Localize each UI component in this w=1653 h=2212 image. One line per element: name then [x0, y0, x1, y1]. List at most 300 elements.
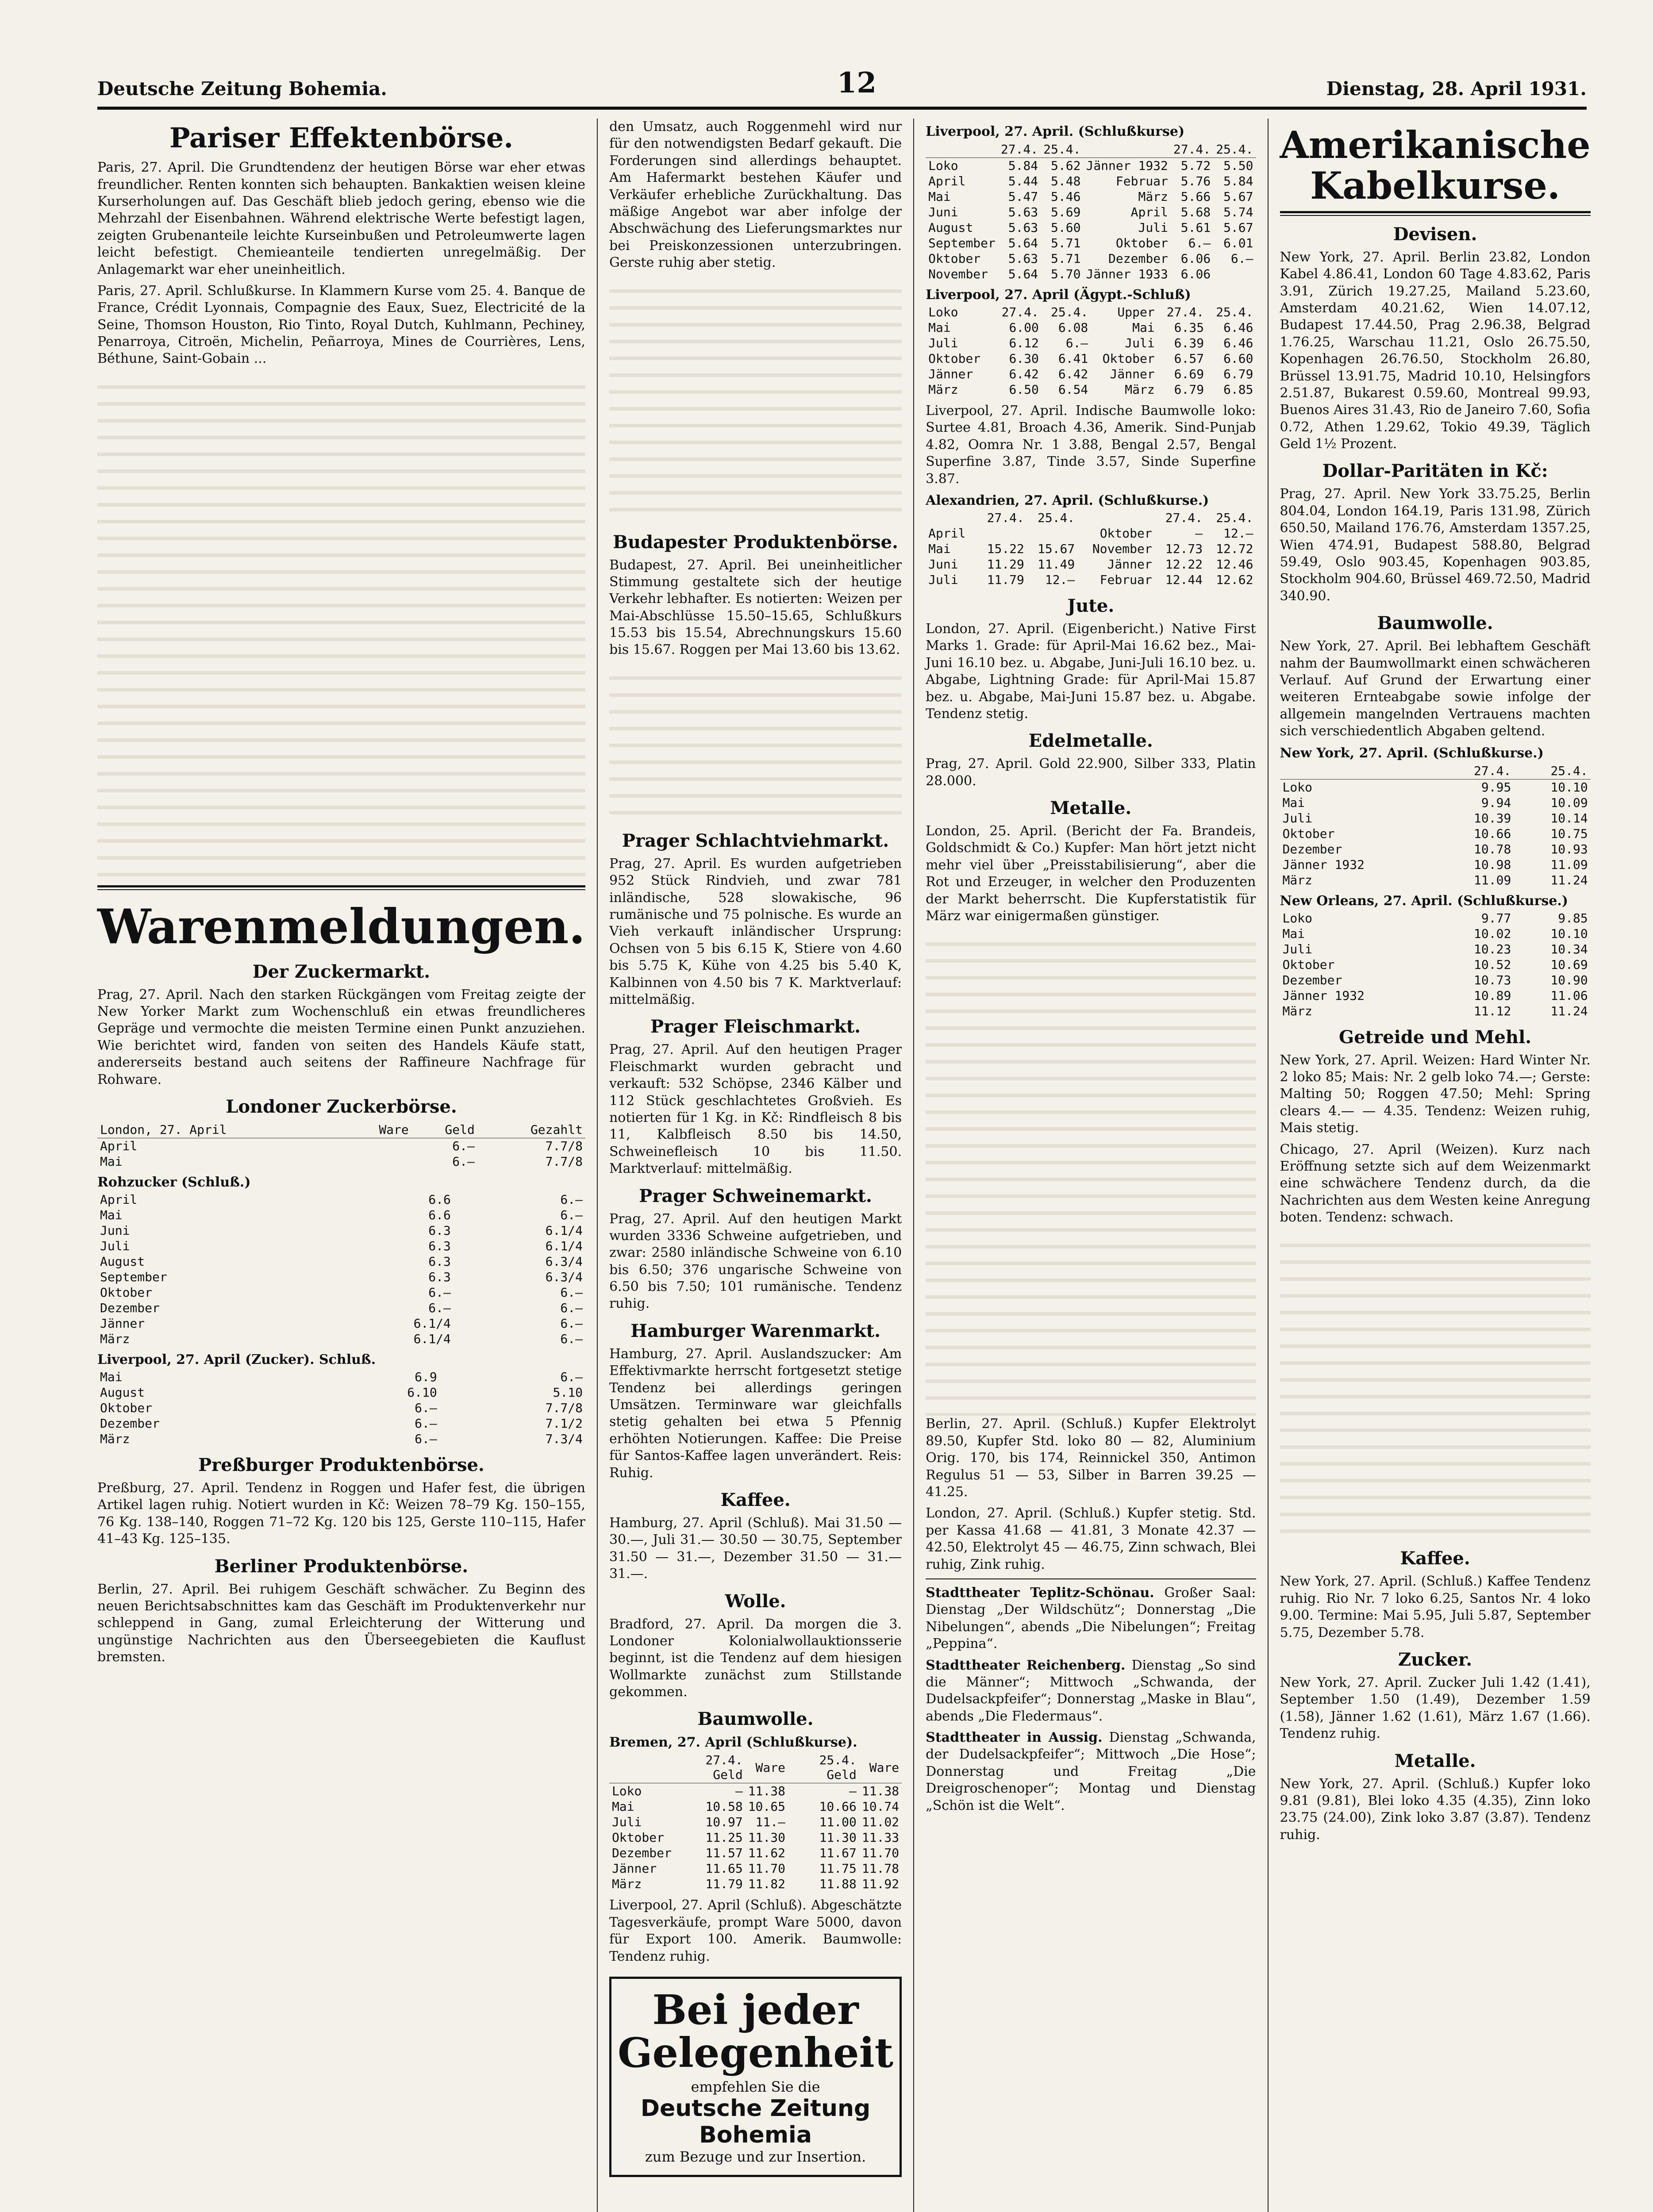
table-header: 27.4.: [1437, 763, 1514, 780]
table-cell: 6.54: [1058, 382, 1088, 397]
table-row: [609, 1861, 902, 1876]
table-row: [926, 251, 1256, 266]
table-cell: [926, 510, 976, 526]
metalle-us-title: Metalle.: [1394, 1750, 1476, 1771]
table-cell: Dezember: [1282, 972, 1342, 987]
table-cell: 11.38: [748, 1784, 785, 1799]
table-cell: 5.74: [1223, 205, 1253, 219]
table-cell: 5.60: [1051, 220, 1081, 235]
table-cell: 12.44: [1165, 572, 1203, 587]
table-cell: März: [1282, 1003, 1312, 1018]
dollar-title: Dollar-Paritäten in Kč:: [1322, 461, 1548, 482]
table-cell: 25.4.: [1216, 510, 1253, 525]
table-cell: Dezember: [100, 1416, 160, 1431]
table-cell: Oktober: [1282, 826, 1335, 841]
table-cell: 10.14: [1550, 810, 1588, 826]
table-cell: 6.—: [415, 1432, 437, 1447]
kaffee-us-text: New York, 27. April. (Schluß.) Kaffee Tendenz ruhig. Rio Nr. 7 loko 6.25, Santos Nr. 4 loko 9.00. Termine: Mai 5.95, Juli 5.87, September 5.75, Dezember 5.78.: [1280, 1574, 1591, 1640]
table-cell: 5.70: [1051, 267, 1081, 281]
table-cell: Juni: [928, 557, 958, 572]
table-cell: Loko: [928, 158, 958, 173]
table-cell: 11.00: [819, 1815, 857, 1830]
section-rule: [1280, 211, 1591, 216]
table-cell: 6.39: [1174, 336, 1204, 350]
edelmetalle-title: Edelmetalle.: [1028, 730, 1153, 752]
table-cell: 10.74: [861, 1799, 900, 1814]
hamburg-title: Hamburger Warenmarkt.: [630, 1320, 881, 1341]
bremen-table: [609, 1752, 902, 1892]
table-cell: 6.—: [560, 1316, 583, 1331]
table-cell: 6.—: [560, 1332, 583, 1347]
table-cell: 12.72: [1216, 541, 1253, 556]
table-cell: September: [100, 1270, 167, 1285]
table-cell: 5.50: [1223, 158, 1253, 173]
column-3: [913, 119, 1267, 2212]
table-row: [926, 266, 1256, 282]
table-cell: April: [928, 174, 966, 188]
table-cell: August: [100, 1254, 145, 1269]
table-cell: 6.—: [560, 1285, 583, 1300]
aegypt-title: Liverpool, 27. April (Ägypt.-Schluß): [926, 287, 1191, 303]
table-header: [609, 1752, 674, 1783]
table-cell: 11.67: [819, 1846, 857, 1861]
liverpool-zucker-table: [97, 1369, 585, 1447]
table-cell: Jänner 1932: [1282, 857, 1365, 872]
table-cell: 9.85: [1558, 910, 1588, 926]
table-row: [926, 382, 1256, 397]
table-cell: 6.69: [1174, 367, 1204, 381]
table-cell: März: [100, 1432, 130, 1447]
londoner-table: [97, 1121, 585, 1169]
table-cell: Jänner 1932: [1282, 988, 1365, 1003]
masthead-date: Dienstag, 28. April 1931.: [1326, 78, 1587, 100]
table-cell: 5.76: [1180, 174, 1211, 188]
metalle-text: London, 25. April. (Bericht der Fa. Brandeis, Goldschmidt & Co.) Kupfer: Man hört jetzt nicht mehr viel über „Preisstabilisierung“, aber die Rot und Erzeuger, in welcher den Produzenten der Markt beherrscht. Die Kupferstatistik für März war einigermaßen günstiger.: [926, 823, 1256, 924]
table-cell: 5.67: [1223, 220, 1253, 235]
table-cell: 6.—: [560, 1192, 583, 1207]
table-row: [1280, 1003, 1591, 1019]
table-cell: Jänner 1933: [1086, 267, 1168, 281]
table-row: [1280, 941, 1591, 957]
table-cell: 6.50: [1009, 382, 1039, 397]
table-cell: Mai: [611, 1799, 634, 1814]
table-header: 25.4.: [1213, 141, 1256, 158]
table-row: [926, 204, 1256, 220]
table-cell: 6.42: [1058, 367, 1088, 381]
table-cell: 11.78: [861, 1861, 900, 1876]
hamburg-text: Hamburg, 27. April. Auslandszucker: Am Effektivmarkte herrscht fortgesetzt stetige Tendenz bei allerdings geringen Umsätzen. Terminware war gleichfalls stetig gehalten bei etwa 5 Pfennig erhöhten Notierungen. Kaffee: Die Preise für Santos-Kaffee lagen unverändert. Reis: Ruhig.: [609, 1346, 902, 1481]
table-cell: Dezember: [1108, 251, 1168, 266]
getreide-text: New York, 27. April. Weizen: Hard Winter Nr. 2 loko 85; Mais: Nr. 2 gelb loko 74.—; Gerste: Malting 50; Roggen 47.50; Mehl: Spring clears 4.— — 4.35. Tendenz: Weizen ruhig, Mais stetig.: [1280, 1052, 1591, 1136]
section-rule: [926, 1578, 1256, 1579]
table-row: [97, 1154, 585, 1169]
column-1: [97, 119, 597, 2212]
table-cell: 6.—: [428, 1285, 451, 1300]
table-cell: Loko: [611, 1784, 642, 1799]
table-cell: 6.3/4: [545, 1254, 583, 1269]
bremen-title: Bremen, 27. April (Schlußkurse).: [609, 1735, 857, 1751]
table-cell: Mai: [100, 1370, 123, 1385]
liverpool-indian-text: Liverpool, 27. April. Indische Baumwolle loko: Surtee 4.81, Broach 4.36, Amerik. Sind-Punjab 4.82, Oomra Nr. 1 3.88, Bengal 2.57, Bengal Superfine 3.87, Tinde 3.57, Sinde Superfine 3.87.: [926, 403, 1256, 487]
table-cell: 11.09: [1550, 857, 1588, 872]
table-cell: 5.68: [1180, 205, 1211, 219]
table-row: [1280, 972, 1591, 988]
table-row: [926, 541, 1256, 557]
table-cell: Juni: [928, 205, 958, 219]
table-cell: Mai: [928, 541, 951, 556]
table-cell: 10.58: [705, 1799, 743, 1814]
zucker-us-title: Zucker.: [1398, 1649, 1472, 1671]
theater-1: [926, 1585, 1256, 1653]
table-cell: 6.—: [1188, 236, 1211, 250]
table-header: [1280, 763, 1437, 780]
schlachtvieh-text: Prag, 27. April. Es wurden aufgetrieben 952 Stück Rindvieh, und zwar 781 inländische, 528 slowakische, 96 rumänische und 75 polnische. Es wurde an Vieh verkauft inländischer Ursprung: Ochsen von 5 bis 6.15 K, Stiere von 4.60 bis 5.75 K, Kühe von 4.25 bis 5.40 K, Kalbinnen von 4.50 bis 7 K. Marktverlauf: mittelmäßig.: [609, 856, 902, 1007]
table-row: [926, 557, 1256, 572]
table-cell: Juli: [928, 336, 958, 350]
devisen-text: New York, 27. April. Berlin 23.82, London Kabel 4.86.41, London 60 Tage 4.83.62, Paris 3.91, Zürich 19.27.25, Mailand 5.23.60, Amsterdam 40.21.62, Wien 14.07.12, Budapest 17.44.50, Prag 2.96.38, Belgrad 1.76.25, Warschau 11.21, Oslo 26.75.50, Kopenhagen 26.76.50, Stockholm 26.80, Brüssel 13.91.75, Madrid 10.10, Helsingfors 2.51.87, Bukarest 0.59.60, Montreal 99.93, Buenos Aires 31.43, Rio de Janeiro 7.60, Sofia 0.72, Athen 1.29.62, Tokio 49.39, Täglich Geld 1½ Prozent.: [1280, 249, 1591, 452]
table-cell: Mai: [100, 1154, 123, 1169]
table-cell: 10.90: [1550, 972, 1588, 987]
table-cell: 6.9: [415, 1370, 437, 1385]
table-row: [97, 1138, 585, 1154]
table-cell: 5.69: [1051, 205, 1081, 219]
table-cell: 12.73: [1165, 541, 1203, 556]
table-row: [97, 1269, 585, 1285]
table-cell: 25.4.: [1051, 305, 1088, 319]
table-cell: 5.61: [1180, 220, 1211, 235]
table-row: [1280, 872, 1591, 888]
table-cell: 7.7/8: [545, 1401, 583, 1416]
table-cell: Juli: [1282, 941, 1312, 956]
table-header: [1083, 141, 1170, 158]
table-cell: 10.09: [1550, 795, 1588, 810]
table-row: [926, 304, 1256, 320]
table-cell: 11.29: [987, 557, 1024, 572]
table-cell: 11.30: [748, 1830, 785, 1845]
table-cell: 6.46: [1223, 336, 1253, 350]
table-cell: 6.12: [1009, 336, 1039, 350]
table-cell: Oktober: [1115, 236, 1168, 250]
table-cell: 27.4.: [987, 510, 1024, 525]
alexandrien-title: Alexandrien, 27. April. (Schlußkurse.): [926, 492, 1209, 508]
masthead: [97, 66, 1587, 110]
table-cell: 11.57: [705, 1846, 743, 1861]
table-cell: 6.6: [428, 1208, 451, 1223]
table-cell: 15.22: [987, 541, 1024, 556]
zucker-us-text: New York, 27. April. Zucker Juli 1.42 (1.41), September 1.50 (1.49), Dezember 1.59 (1.58), Jänner 1.62 (1.61), März 1.67 (1.66). Tendenz ruhig.: [1280, 1675, 1591, 1742]
table-cell: 10.98: [1474, 857, 1511, 872]
table-cell: Loko: [1282, 910, 1312, 926]
table-cell: 6.79: [1223, 367, 1253, 381]
table-cell: März: [928, 382, 958, 397]
fleisch-text: Prag, 27. April. Auf den heutigen Prager Fleischmarkt wurden gebracht und verkauft: 532 Schöpse, 2346 Kälber und 112 Stück geschlachtetes Großvieh. Es notierten für 1 Kg. in Kč: Rindfleisch 8 bis 11, Kalbfleisch 8.50 bis 14.50, Schweinefleisch 10 bis 11.50. Marktverlauf: mittelmäßig.: [609, 1042, 902, 1177]
table-row: [97, 1285, 585, 1300]
theater-2-title: Stadttheater Reichenberg.: [926, 1657, 1126, 1673]
baumwolle-title: Baumwolle.: [697, 1709, 814, 1730]
table-cell: 6.—: [560, 1370, 583, 1385]
new-orleans-table: [1280, 910, 1591, 1019]
table-cell: April: [1130, 205, 1168, 219]
table-row: [97, 1223, 585, 1238]
table-cell: [1213, 266, 1256, 282]
table-cell: 9.95: [1481, 780, 1511, 795]
table-cell: 5.47: [1008, 189, 1038, 204]
schlachtvieh-title: Prager Schlachtviehmarkt.: [622, 830, 889, 851]
table-cell: Upper: [1117, 305, 1155, 319]
table-cell: Oktober: [1282, 957, 1335, 972]
jute-title: Jute.: [1067, 595, 1115, 616]
table-row: [926, 173, 1256, 189]
table-cell: 7.1/2: [545, 1416, 583, 1431]
table-cell: 5.63: [1008, 251, 1038, 266]
table-cell: 11.24: [1550, 1003, 1588, 1018]
table-header: Gezahlt: [477, 1121, 585, 1138]
budapest-quotes-block: [609, 663, 902, 822]
table-cell: 10.69: [1550, 957, 1588, 972]
theater-1-text: Großer Saal: Dienstag „Der Wildschütz“; Donnerstag „Die Nibelungen“, abends „Die Nibelungen“; Freitag „Peppina“.: [926, 1585, 1256, 1652]
table-cell: Juli: [611, 1815, 642, 1830]
table-cell: 6.1/4: [413, 1332, 451, 1347]
aegypt-table: [926, 304, 1256, 397]
ad-headline: Bei jeder Gelegenheit: [617, 1986, 894, 2077]
table-row: [97, 1300, 585, 1316]
rohzucker-table: [97, 1192, 585, 1347]
berliner-text: Berlin, 27. April. Bei ruhigem Geschäft schwächer. Zu Beginn des neuen Berichtsabschnittes kam das Geschäft im Produktenverkehr nur schleppend in Gang, zumal Erleichterung der Witterung und ungünstige Nachrichten aus den Überseegebieten die Kauflust bremsten.: [97, 1581, 585, 1665]
table-cell: Juli: [100, 1239, 130, 1254]
table-row: [97, 1400, 585, 1416]
table-cell: April: [928, 526, 966, 541]
table-cell: 6.41: [1058, 351, 1088, 366]
table-cell: 5.62: [1051, 158, 1081, 173]
table-header: London, 27. April: [97, 1121, 346, 1138]
schwein-title: Prager Schweinemarkt.: [639, 1185, 872, 1206]
table-cell: Mai: [928, 320, 951, 335]
ny-table: [1280, 763, 1591, 888]
edelmetalle-text: Prag, 27. April. Gold 22.900, Silber 333, Platin 28.000.: [926, 756, 1256, 789]
table-row: [926, 335, 1256, 351]
table-row: [1280, 795, 1591, 810]
table-cell: 6.08: [1058, 320, 1088, 335]
theater-3: [926, 1729, 1256, 1814]
table-cell: 25.4.: [1216, 305, 1253, 319]
theater-3-text: Dienstag „Schwanda, der Dudelsackpfeifer“; Mittwoch „Die Hose“; Donnerstag und Freitag „Die Dreigroschenoper“; Montag und Dienstag „Schön ist die Welt“.: [926, 1730, 1256, 1813]
table-cell: Dezember: [611, 1846, 672, 1861]
table-cell: Oktober: [100, 1401, 153, 1416]
table-cell: 6.—: [452, 1139, 475, 1154]
table-cell: [976, 526, 1027, 541]
table-cell: August: [100, 1385, 145, 1400]
table-row: [1280, 988, 1591, 1003]
table-header: 25.4. Geld: [788, 1752, 859, 1783]
theater-2-text: Dienstag „So sind die Männer“; Mittwoch „Schwanda, der Dudelsackpfeifer“; Donnerstag „Maske in Blau“, abends „Die Fledermaus“.: [926, 1657, 1256, 1724]
berliner-title: Berliner Produktenbörse.: [214, 1555, 469, 1577]
table-cell: 7.7/8: [545, 1154, 583, 1169]
devisen-title: Devisen.: [1393, 223, 1477, 245]
table-cell: 6.6: [428, 1192, 451, 1207]
table-cell: 6.60: [1223, 351, 1253, 366]
ad-line-2: Deutsche Zeitung Bohemia: [640, 2095, 871, 2149]
table-cell: 11.—: [755, 1815, 785, 1830]
table-cell: 10.10: [1550, 780, 1588, 795]
fleisch-title: Prager Fleischmarkt.: [650, 1016, 861, 1037]
table-cell: 6.30: [1009, 351, 1039, 366]
table-cell: 11.33: [861, 1830, 900, 1845]
table-row: [926, 351, 1256, 366]
column-2: [597, 119, 913, 2212]
table-cell: 6.06: [1180, 267, 1211, 281]
theater-2: [926, 1657, 1256, 1725]
table-row: [97, 1431, 585, 1447]
table-cell: Loko: [928, 305, 958, 319]
table-cell: 6.—: [1065, 336, 1088, 350]
table-cell: 6.01: [1223, 236, 1253, 250]
table-cell: 5.71: [1051, 251, 1081, 266]
liverpool-zucker-title: Liverpool, 27. April (Zucker). Schluß.: [97, 1352, 376, 1368]
table-cell: 6.—: [415, 1401, 437, 1416]
table-cell: Dezember: [100, 1301, 160, 1316]
table-cell: 10.02: [1474, 926, 1511, 941]
table-cell: 12.—: [1045, 572, 1075, 587]
table-cell: 11.02: [861, 1815, 900, 1830]
table-cell: März: [1282, 872, 1312, 887]
table-cell: 6.3/4: [545, 1270, 583, 1285]
table-cell: Oktober: [928, 351, 981, 366]
table-cell: 6.3: [428, 1254, 451, 1269]
kaffee-title: Kaffee.: [720, 1489, 791, 1510]
table-cell: Oktober: [100, 1285, 153, 1300]
table-row: [1280, 910, 1591, 926]
table-cell: 11.49: [1037, 557, 1075, 572]
table-cell: 9.77: [1481, 910, 1511, 926]
ad-line-3: zum Bezuge und zur Insertion.: [645, 2148, 866, 2166]
theater-1-title: Stadttheater Teplitz-Schönau.: [926, 1585, 1154, 1601]
table-row: [609, 1830, 902, 1845]
table-row: [97, 1192, 585, 1207]
table-cell: 5.71: [1051, 236, 1081, 250]
schwein-text: Prag, 27. April. Auf den heutigen Markt wurden 3336 Schweine aufgetrieben, und zwar: 2580 inländische Schweine von 6.10 bis 6.50; 376 ungarische Schweine von 6.50 bis 7.50; 101 rumänische. Tendenz ruhig.: [609, 1211, 902, 1312]
table-cell: 11.65: [705, 1861, 743, 1876]
table-cell: 11.38: [861, 1784, 900, 1799]
metalle-us-text: New York, 27. April. (Schluß.) Kupfer loko 9.81 (9.81), Blei loko 4.35 (4.35), Zinn loko 23.75 (24.00), Zink loko 3.87 (3.87). Tendenz ruhig.: [1280, 1776, 1591, 1843]
table-row: [97, 1254, 585, 1269]
table-cell: 27.4.: [1165, 510, 1203, 525]
table-cell: November: [928, 267, 988, 281]
table-row: [1280, 779, 1591, 795]
table-cell: 5.10: [553, 1385, 583, 1400]
table-cell: 11.79: [987, 572, 1024, 587]
table-cell: 6.46: [1223, 320, 1253, 335]
table-cell: Jänner: [611, 1861, 657, 1876]
table-header: Ware: [746, 1752, 788, 1783]
table-cell: 5.64: [1008, 236, 1038, 250]
table-cell: 11.75: [819, 1861, 857, 1876]
rohzucker-title: Rohzucker (Schluß.): [97, 1175, 251, 1190]
table-cell: November: [1092, 541, 1152, 556]
table-cell: Loko: [1282, 780, 1312, 795]
table-row: [926, 320, 1256, 335]
table-cell: 5.84: [1008, 158, 1038, 173]
table-cell: 6.3: [428, 1270, 451, 1285]
table-header: Geld: [411, 1121, 477, 1138]
table-cell: Oktober: [611, 1830, 664, 1845]
table-cell: 5.63: [1008, 220, 1038, 235]
table-cell: 15.67: [1037, 541, 1075, 556]
table-row: [97, 1238, 585, 1254]
table-row: [926, 572, 1256, 588]
table-cell: 11.79: [705, 1877, 743, 1892]
table-row: [926, 235, 1256, 251]
table-cell: 12.46: [1216, 557, 1253, 572]
budapest-text: Budapest, 27. April. Bei uneinheitlicher Stimmung gestaltete sich der heutige Verkehr lebhafter. Es notierten: Weizen per Mai-Abschlüsse 15.50–15.65, Schlußkurs 15.53 bis 15.54, Abrechnungskurs 15.60 bis 15.67. Roggen per Mai 13.60 bis 13.62.: [609, 557, 902, 658]
table-cell: —: [849, 1784, 857, 1799]
table-cell: 5.63: [1008, 205, 1038, 219]
col2-intro: den Umsatz, auch Roggenmehl wird nur für den notwendigsten Bedarf gekauft. Die Forderungen sind allerdings behauptet. Am Hafermarkt bestehen Käufer und Verkäufer erhebliche Zurückhaltung. Das mäßige Angebot war aber infolge der Abschwächung des Lieferungsmarktes nur bei Preiskonzessionen unterzubringen. Gerste ruhig aber stetig.: [609, 119, 902, 271]
table-cell: Februar: [1115, 174, 1168, 188]
table-cell: Mai: [1282, 795, 1305, 810]
getreide-quotes-block: [1280, 1230, 1591, 1540]
table-cell: 6.—: [1230, 251, 1253, 266]
table-cell: 11.70: [861, 1846, 900, 1861]
wolle-title: Wolle.: [725, 1590, 786, 1612]
wolle-text: Bradford, 27. April. Da morgen die 3. Londoner Kolonialwollauktionsserie beginnt, ist die Tendenz auf dem hiesigen Wollmarkte zunächst zum Stillstande gekommen.: [609, 1616, 902, 1700]
section-rule: [97, 885, 585, 890]
alexandrien-table: [926, 510, 1256, 588]
table-cell: 6.—: [560, 1301, 583, 1316]
table-cell: April: [100, 1192, 138, 1207]
table-cell: 6.42: [1009, 367, 1039, 381]
table-cell: 10.23: [1474, 941, 1511, 956]
kaffee-text: Hamburg, 27. April (Schluß). Mai 31.50 — 30.—, Juli 31.— 30.50 — 30.75, September 31.50 — 31.—, Dezember 31.50 — 31.— 31.—.: [609, 1515, 902, 1582]
paris-body-1: Paris, 27. April. Die Grundtendenz der heutigen Börse war eher etwas freundlicher. Renten konnten sich behaupten. Bankaktien weisen kleine Kurserholungen auf. Das Geschäft blieb jedoch gering, ebenso wie die Mehrzahl der Eisenbahnen. Während elektrische Werte befestigt lagen, zeigten Grubenanteile leichte Kurseinbußen und Petroleumwerte lagen leicht befestigt. Chemieanteile tendierten unregelmäßig. Der Anlagemarkt war eher uneinheitlich.: [97, 160, 585, 277]
warenmeldungen-title: Warenmeldungen.: [97, 899, 585, 955]
table-row: [1280, 826, 1591, 841]
theater-3-title: Stadttheater in Aussig.: [926, 1730, 1103, 1746]
table-row: [1280, 926, 1591, 941]
kaffee-us-title: Kaffee.: [1400, 1548, 1470, 1569]
table-cell: 5.66: [1180, 189, 1211, 204]
table-cell: 11.09: [1474, 872, 1511, 887]
table-cell: 10.66: [1474, 826, 1511, 841]
paris-body-2: Paris, 27. April. Schlußkurse. In Klammern Kurse vom 25. 4. Banque de France, Crédit Lyonnais, Compagnie des Eaux, Suez, Electricité de la Seine, Thomson Houston, Rio Tinto, Royal Dutch, Kuhlmann, Pechiney, Penarroya, Citroën, Michelin, Peñarroya, Mines de Courrières, Lens, Béthune, Saint-Gobain ...: [97, 283, 585, 367]
baumwolle-us-text: New York, 27. April. Bei lebhaftem Geschäft nahm der Baumwollmarkt einen schwächeren Verlauf. Auf Grund der Erwartung einer weiteren Ernteabgabe sowie infolge der allgemein mangelnden Vertrauens machten sich verschiedentlich Abgaben geltend.: [1280, 638, 1591, 739]
table-row: [926, 220, 1256, 235]
table-cell: 10.93: [1550, 841, 1588, 856]
table-row: [609, 1876, 902, 1892]
table-cell: 6.3: [428, 1239, 451, 1254]
table-row: [97, 1385, 585, 1400]
table-cell: 11.88: [819, 1877, 857, 1892]
table-cell: 6.06: [1180, 251, 1211, 266]
table-cell: 5.67: [1223, 189, 1253, 204]
table-cell: 27.4.: [1166, 305, 1204, 319]
table-cell: Mai: [100, 1208, 123, 1223]
table-cell: Juli: [1125, 336, 1155, 350]
table-cell: [346, 1138, 411, 1154]
table-cell: September: [928, 236, 996, 250]
metalle-title: Metalle.: [1050, 798, 1132, 819]
budapest-title: Budapester Produktenbörse.: [613, 531, 898, 553]
page-number: 12: [837, 66, 876, 100]
table-cell: [1077, 510, 1154, 526]
metalle-london-text: London, 27. April. (Schluß.) Kupfer stetig. Std. per Kassa 41.68 — 41.81, 3 Monate 42.37 — 42.50, Elektrolyt 45 — 46.75, Zinn schwach, Blei ruhig, Zink ruhig.: [926, 1505, 1256, 1572]
table-row: [97, 1369, 585, 1385]
metalle-berlin-text: Berlin, 27. April. (Schluß.) Kupfer Elektrolyt 89.50, Kupfer Std. loko 80 — 82, Aluminium Orig. 170, bis 174, Reinnickel 350, Antimon Regulus 51 — 53, Silber in Barren 39.25 — 41.25.: [926, 1416, 1256, 1500]
table-cell: Mai: [1132, 320, 1155, 335]
table-cell: 5.84: [1223, 174, 1253, 188]
table-cell: 10.66: [819, 1799, 857, 1814]
table-cell: 11.25: [705, 1830, 743, 1845]
table-cell: 6.85: [1223, 382, 1253, 397]
